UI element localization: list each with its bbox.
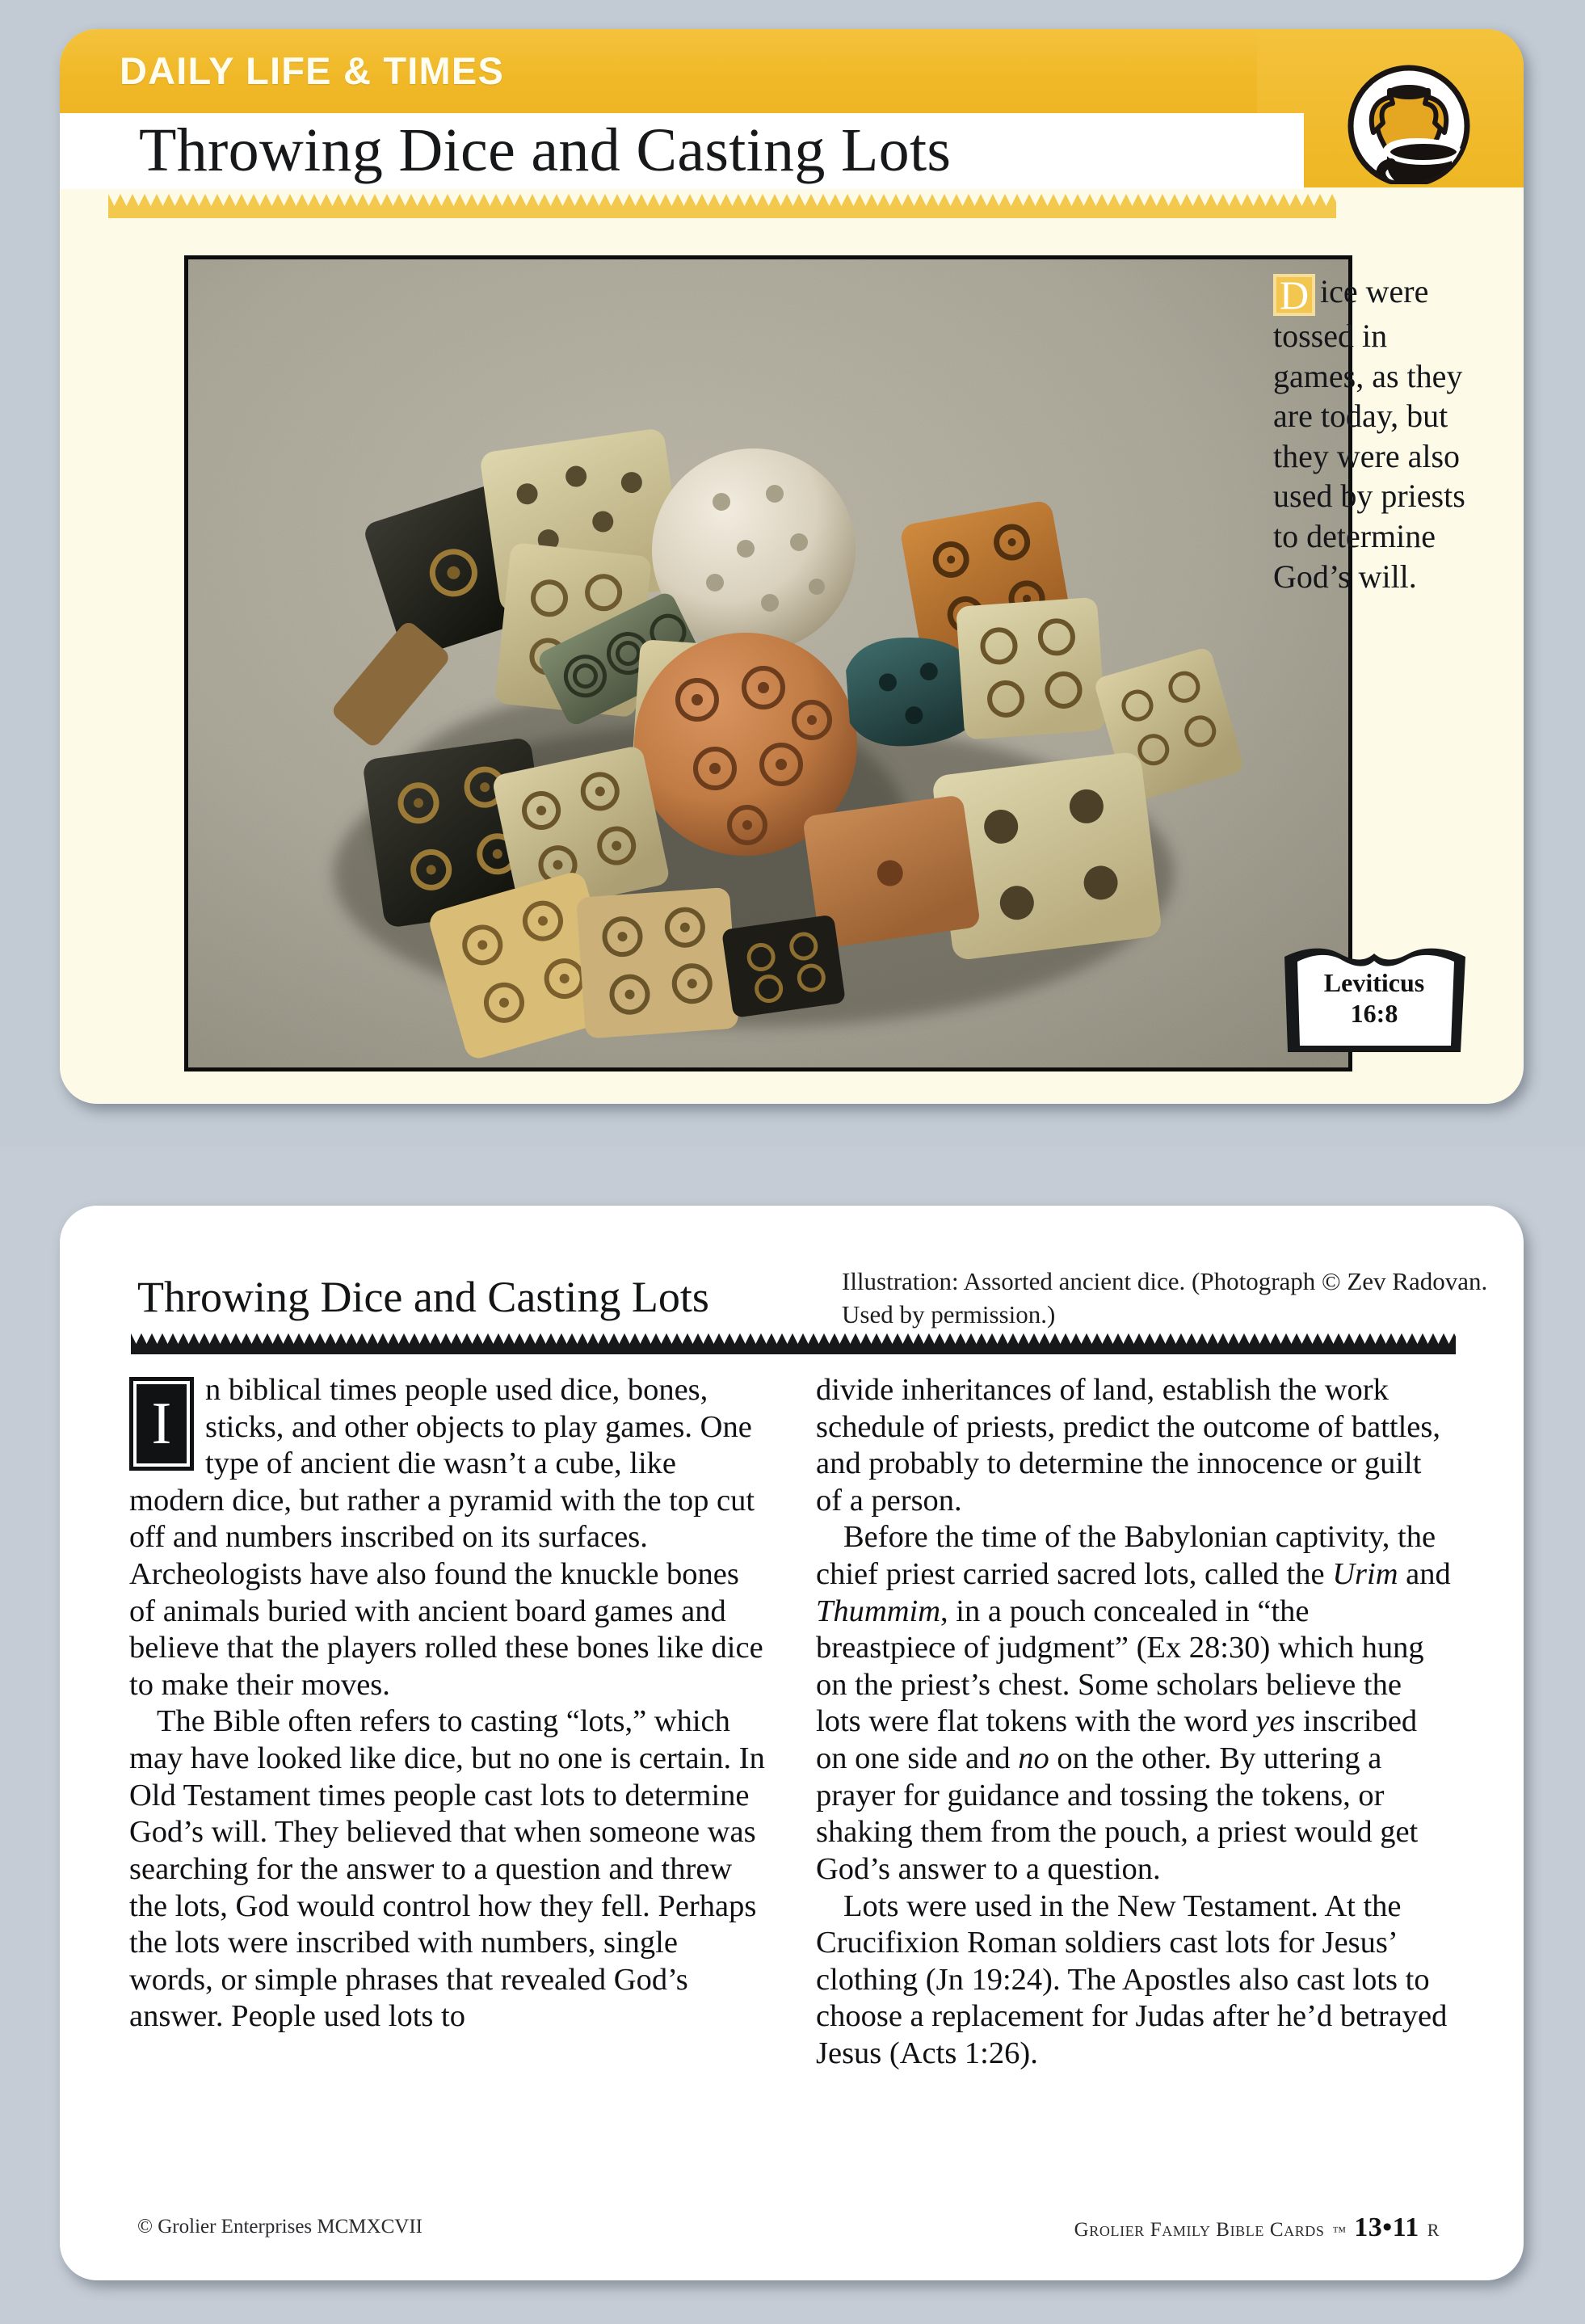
- article-left-column: [129, 1372, 767, 2180]
- front-card: [60, 29, 1524, 1104]
- verse-label: [1273, 968, 1475, 1029]
- amphora-and-pot-icon: [1326, 63, 1491, 184]
- right-p2-no: no: [1018, 1741, 1049, 1776]
- verse-book: Leviticus: [1323, 968, 1425, 997]
- card-footer: [1074, 2212, 1440, 2243]
- right-p2-thummim: Thummim: [816, 1594, 941, 1628]
- left-paragraph-2: The Bible often refers to casting “lots,” which may have looked like dice, but no one is certain. In Old Testament times people cast lots to determine God’s will. They believed that when someone was searching for the answer to a question and threw the lots, God would control how they fell. Perhaps the lots were inscribed with numbers, single words, or simple phrases that revealed God’s answer. People used lots to: [129, 1704, 765, 2034]
- right-p2-yes: yes: [1255, 1704, 1296, 1739]
- back-card: [60, 1206, 1524, 2280]
- front-caption: [1273, 272, 1475, 596]
- article-right-column: [816, 1372, 1454, 2180]
- copyright-notice: © Grolier Enterprises MCMXCVII: [137, 2216, 423, 2238]
- right-p2-d: inscribed on one side and: [816, 1704, 1418, 1776]
- right-p2-e: on the other. By uttering a prayer for guidance and tossing the tokens, or shaking them from the pouch, a priest would get God’s answer to a question.: [816, 1741, 1419, 1886]
- card-number: 13•11: [1354, 2212, 1419, 2242]
- front-page-title: Throwing Dice and Casting Lots: [139, 116, 952, 184]
- right-p2-b: and: [1398, 1557, 1451, 1592]
- front-photo-frame: [184, 255, 1352, 1071]
- front-caption-dropcap: D: [1273, 274, 1315, 316]
- right-p2-c: , in a pouch concealed in “the breastpiece of judgment” (Ex 28:30) which hung on the priest’s chest. Some scholars believe the lots were flat tokens with the word: [816, 1594, 1424, 1739]
- card-side: R: [1427, 2220, 1440, 2240]
- illustration-credit: Illustration: Assorted ancient dice. (Photograph © Zev Radovan. Used by permission.): [842, 1267, 1488, 1328]
- back-page-title: Throwing Dice and Casting Lots: [137, 1273, 709, 1321]
- right-paragraph-3: Lots were used in the New Testament. At the Crucifixion Roman soldiers cast lots for Jesus’ clothing (Jn 19:24). The Apostles also cast lots to choose a replacement for Judas after he’d betrayed Jesus (Acts 1:26).: [816, 1888, 1448, 2070]
- right-paragraph-1: divide inheritances of land, establish the work schedule of priests, predict the outcome of battles, and probably to determine the innocence or guilt of a person.: [816, 1373, 1440, 1518]
- left-paragraph-1-text: n biblical times people used dice, bones, sticks, and other objects to play games. One type of ancient die wasn’t a cube, like modern dice, but rather a pyramid with the top cut off and numbers inscribed on its surfaces. Archeologists have also found the knuckle bones of animals buried with ancient board games and believe that the players rolled these bones like dice to make their moves.: [129, 1373, 763, 1702]
- left-paragraph-1: [129, 1372, 767, 1703]
- back-sawtooth-divider: [131, 1333, 1456, 1354]
- scripture-reference-badge: [1273, 934, 1475, 1055]
- front-caption-text: ice were tossed in games, as they are today, but they were also used by priests to determine God’s will.: [1273, 273, 1465, 595]
- category-kicker: DAILY LIFE & TIMES: [120, 49, 504, 92]
- front-sawtooth-divider: [108, 194, 1336, 218]
- right-paragraph-2: [816, 1519, 1454, 1888]
- article-columns: [129, 1372, 1454, 2180]
- left-paragraph-dropcap: I: [129, 1377, 194, 1471]
- series-name: Grolier Family Bible Cards: [1074, 2219, 1325, 2241]
- verse-reference: 16:8: [1350, 998, 1398, 1028]
- right-p2-urim: Urim: [1332, 1557, 1398, 1592]
- ancient-dice-photo: [188, 259, 1348, 1067]
- right-p2-a: Before the time of the Babylonian captivity, the chief priest carried sacred lots, called the: [816, 1520, 1436, 1592]
- trademark-symbol: ™: [1332, 2224, 1347, 2239]
